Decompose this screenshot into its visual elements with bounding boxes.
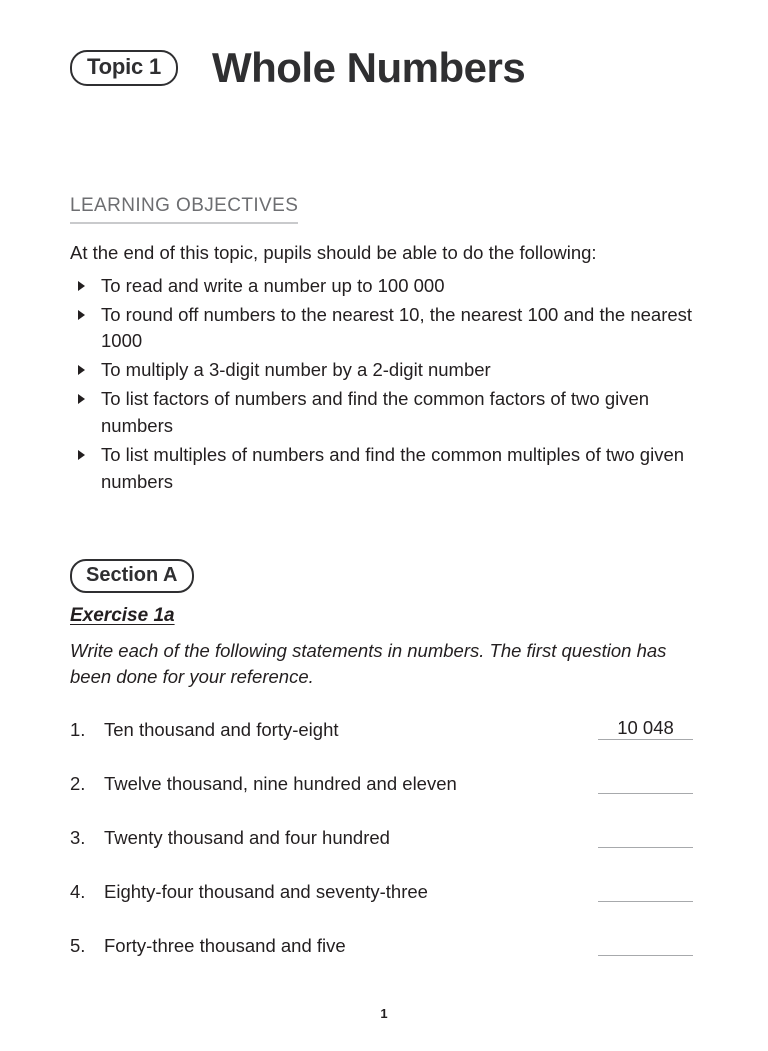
exercise-title: Exercise 1a [70,605,175,626]
triangle-bullet-icon [78,365,85,375]
question-text: Forty-three thousand and five [104,935,346,956]
question-number: 2. [70,773,86,794]
table-row [70,719,696,773]
answer-value [598,879,693,901]
answer-value [598,825,693,847]
triangle-bullet-icon [78,394,85,404]
answer-line [598,847,693,848]
learning-objectives-list [70,273,710,496]
list-item [70,386,710,440]
answer-slot[interactable] [598,879,693,902]
objective-text: To list factors of numbers and find the common factors of two given numbers [101,388,650,436]
table-row [70,935,696,989]
question-number: 3. [70,827,86,848]
section-header [70,559,194,593]
answer-line [598,955,693,956]
question-text: Ten thousand and forty-eight [104,719,339,740]
table-row [70,827,696,881]
question-number: 1. [70,719,86,740]
list-item [70,442,710,496]
answer-value [598,933,693,955]
topic-badge: Topic 1 [70,50,178,86]
page-number: 1 [380,1006,388,1021]
answer-line [598,793,693,794]
list-item [70,302,710,356]
question-list [70,719,696,989]
answer-slot[interactable] [598,771,693,794]
learning-objectives-intro: At the end of this topic, pupils should be able to do the following: [70,241,597,263]
answer-value: 10 048 [617,717,674,738]
answer-slot[interactable] [598,933,693,956]
answer-line [598,739,693,740]
objective-text: To multiply a 3-digit number by a 2-digit number [101,359,491,381]
objective-text: To read and write a number up to 100 000 [101,274,445,296]
section-badge: Section A [70,559,194,593]
answer-slot[interactable] [598,717,693,740]
triangle-bullet-icon [78,310,85,320]
answer-value [598,771,693,793]
question-number: 5. [70,935,86,956]
answer-line [598,901,693,902]
learning-objectives-heading: LEARNING OBJECTIVES [70,196,298,224]
objective-text: To list multiples of numbers and find the common multiples of two given numbers [101,443,685,492]
exercise-instruction: Write each of the following statements in numbers. The first question has been done for your reference. [70,640,667,687]
page-header [70,44,526,91]
question-text: Twelve thousand, nine hundred and eleven [104,773,457,794]
triangle-bullet-icon [78,281,85,291]
learning-objectives-section [70,196,710,497]
question-text: Twenty thousand and four hundred [104,827,390,848]
table-row [70,773,696,827]
question-text: Eighty-four thousand and seventy-three [104,881,428,902]
table-row [70,881,696,935]
list-item [70,273,710,300]
list-item [70,357,710,384]
triangle-bullet-icon [78,450,85,460]
question-number: 4. [70,881,86,902]
objective-text: To round off numbers to the nearest 10, the nearest 100 and the nearest 1000 [101,303,693,352]
page-title: Whole Numbers [211,44,526,91]
answer-slot[interactable] [598,825,693,848]
